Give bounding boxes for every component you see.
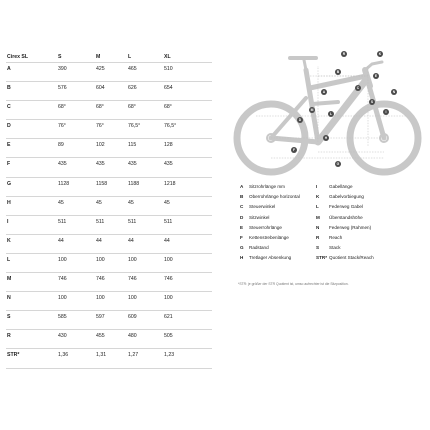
marker-i — [383, 109, 389, 115]
table-cell: 100 — [164, 256, 173, 263]
table-row — [6, 139, 212, 158]
seatpost — [304, 60, 306, 70]
table-cell: 435 — [58, 161, 67, 168]
row-label: C — [7, 104, 11, 111]
marker-e — [373, 73, 379, 79]
table-cell: 100 — [58, 295, 67, 302]
table-cell: 435 — [96, 161, 105, 168]
table-cell: 1218 — [164, 180, 176, 187]
table-cell: 128 — [164, 142, 173, 149]
legend-key: M — [316, 214, 320, 220]
table-cell: 604 — [96, 85, 105, 92]
legend-item — [316, 255, 374, 261]
svg-text:S: S — [370, 100, 374, 105]
legend-item — [316, 215, 363, 221]
legend-label: Sitzwinkel — [249, 214, 270, 220]
svg-text:C: C — [356, 86, 360, 91]
table-cell: 435 — [128, 161, 137, 168]
legend-item — [240, 184, 285, 190]
svg-text:L: L — [329, 112, 333, 117]
marker-d — [297, 117, 303, 123]
table-cell: 100 — [164, 295, 173, 302]
table-row — [6, 197, 212, 216]
legend-key: F — [240, 235, 243, 240]
legend-key: L — [316, 204, 319, 210]
marker-n — [309, 107, 315, 113]
legend-item — [316, 204, 363, 210]
table-header-cell: L — [128, 54, 132, 60]
table-cell: 597 — [96, 314, 105, 321]
legend-key: R — [316, 235, 320, 240]
table-row — [6, 82, 212, 101]
stem-handlebar — [365, 62, 382, 70]
table-header-row — [6, 46, 212, 63]
table-row — [6, 63, 212, 82]
row-label: F — [7, 161, 11, 168]
table-cell: 1188 — [128, 180, 140, 187]
marker-s — [369, 99, 375, 105]
legend-item — [240, 225, 282, 231]
table-cell: 576 — [58, 85, 67, 92]
table-cell: 746 — [164, 276, 173, 283]
marker-a — [321, 89, 327, 95]
table-cell: 44 — [96, 237, 102, 244]
row-label: I — [7, 218, 9, 225]
table-header-cell: XL — [164, 54, 171, 60]
legend-key: C — [240, 204, 244, 210]
row-label: N — [7, 295, 11, 302]
row-label: STR* — [7, 352, 20, 359]
legend-key: H — [240, 255, 244, 261]
legend-item — [316, 235, 342, 241]
legend-label: Steuerrohrlänge — [249, 224, 282, 230]
legend-item — [240, 255, 291, 261]
legend-item — [240, 245, 269, 251]
table-cell: 505 — [164, 333, 173, 340]
legend-key: S — [316, 245, 320, 251]
svg-text:A: A — [322, 90, 326, 95]
legend-key: STR* — [316, 255, 327, 261]
legend-key: A — [240, 184, 244, 189]
table-cell: 102 — [96, 142, 105, 149]
table-cell: 585 — [58, 314, 67, 321]
table-cell: 1,23 — [164, 352, 175, 359]
table-cell: 76° — [96, 123, 104, 130]
legend-key: E — [240, 224, 244, 230]
table-cell: 654 — [164, 85, 173, 92]
legend-label: Federweg (Rahmen) — [329, 224, 372, 230]
table-cell: 45 — [164, 199, 170, 206]
table-header-cell: S — [58, 54, 62, 60]
legend-item — [316, 225, 371, 231]
legend-label: Gabellänge — [329, 184, 353, 189]
svg-text:H: H — [324, 136, 328, 141]
table-cell: 100 — [96, 256, 105, 263]
svg-text:K: K — [378, 52, 382, 57]
marker-m — [328, 111, 334, 117]
legend-item — [316, 245, 341, 251]
table-row — [6, 330, 212, 349]
table-cell: 510 — [164, 66, 173, 72]
table-cell: 1158 — [96, 180, 108, 187]
table-cell: 621 — [164, 314, 173, 321]
legend-key: D — [240, 214, 244, 220]
table-row — [6, 292, 212, 311]
table-row — [6, 178, 212, 197]
table-row — [6, 158, 212, 177]
legend-label: Radstand — [249, 245, 269, 251]
row-label: E — [7, 142, 11, 149]
table-cell: 100 — [58, 256, 67, 263]
legend-label: Kettenstrebenlänge — [249, 235, 289, 240]
svg-text:I: I — [385, 110, 387, 115]
svg-text:R: R — [342, 52, 346, 57]
table-row — [6, 120, 212, 139]
table-row — [6, 216, 212, 235]
legend-label: Überstandshöhe — [329, 214, 363, 220]
marker-b — [335, 69, 341, 75]
row-label: G — [7, 180, 12, 187]
marker-h — [323, 135, 329, 141]
legend-item — [240, 235, 289, 241]
row-label: B — [7, 85, 11, 92]
table-cell: 1,27 — [128, 352, 139, 359]
table-cell: 89 — [58, 142, 64, 149]
table-cell: 45 — [96, 199, 102, 206]
table-cell: 76,5° — [164, 123, 177, 130]
legend-item — [316, 194, 364, 200]
legend-label: Oberrohrlänge horizontal — [249, 194, 300, 200]
legend-label: Gabelvorbiegung — [329, 194, 364, 200]
table-header-cell: Cirex SL — [7, 54, 29, 60]
table-cell: 44 — [58, 237, 64, 244]
table-row — [6, 273, 212, 292]
table-cell: 511 — [164, 218, 173, 225]
table-cell: 430 — [58, 333, 67, 340]
table-cell: 480 — [128, 333, 137, 340]
row-label: S — [7, 314, 11, 321]
table-cell: 45 — [58, 199, 64, 206]
table-cell: 390 — [58, 66, 67, 72]
table-cell: 1,36 — [58, 352, 69, 359]
legend-item — [240, 215, 269, 221]
geometry-table — [6, 46, 212, 369]
legend-label: Quotient Stack/Reach — [329, 255, 374, 261]
table-row — [6, 254, 212, 273]
legend-label: Sitzrohrlänge mm — [249, 184, 285, 189]
row-label: M — [7, 276, 12, 283]
table-row — [6, 311, 212, 330]
svg-text:G: G — [336, 162, 340, 167]
table-cell: 746 — [128, 276, 137, 283]
row-label: R — [7, 333, 11, 340]
svg-text:B: B — [336, 70, 340, 75]
marker-g — [335, 161, 341, 167]
table-cell: 76,5° — [128, 123, 141, 130]
table-row — [6, 101, 212, 120]
table-cell: 465 — [128, 66, 137, 72]
marker-c — [355, 85, 361, 91]
chainstay — [271, 138, 318, 142]
footnote: *STR: je größer der STR Quotient ist, umso aufrechter ist die Sitzposition. — [238, 282, 349, 286]
legend-label: Reach — [329, 235, 343, 240]
table-cell: 455 — [96, 333, 105, 340]
table-cell: 425 — [96, 66, 105, 72]
legend-key: N — [316, 224, 320, 230]
table-cell: 44 — [164, 237, 170, 244]
bike-frame-drawing — [237, 58, 418, 172]
marker-f — [291, 147, 297, 153]
table-cell: 44 — [128, 237, 134, 244]
table-cell: 100 — [128, 256, 137, 263]
table-cell: 511 — [128, 218, 137, 225]
table-cell: 45 — [128, 199, 134, 206]
svg-text:M: M — [310, 108, 314, 113]
bike-geometry-diagram — [226, 46, 424, 176]
legend-label: Stack — [329, 245, 341, 251]
table-cell: 68° — [128, 104, 136, 111]
table-cell: 1,31 — [96, 352, 107, 359]
legend-key: K — [316, 194, 320, 200]
table-row — [6, 349, 212, 368]
row-label: K — [7, 237, 11, 244]
legend-label: Tretlager Absenkung — [249, 255, 292, 261]
table-cell: 511 — [58, 218, 67, 225]
table-cell: 68° — [164, 104, 172, 111]
table-cell: 746 — [96, 276, 105, 283]
marker-k — [377, 51, 383, 57]
table-cell: 746 — [58, 276, 67, 283]
table-cell: 1128 — [58, 180, 70, 187]
table-header-cell: M — [96, 54, 101, 60]
marker-r — [341, 51, 347, 57]
table-cell: 68° — [96, 104, 104, 111]
table-row — [6, 235, 212, 254]
shock — [312, 102, 338, 104]
marker-l — [391, 89, 397, 95]
table-cell: 68° — [58, 104, 66, 111]
table-cell: 609 — [128, 314, 137, 321]
svg-text:D: D — [298, 118, 302, 123]
svg-text:E: E — [374, 74, 378, 79]
legend-key: B — [240, 194, 244, 200]
table-cell: 511 — [96, 218, 105, 225]
table-cell: 100 — [96, 295, 105, 302]
row-label: L — [7, 256, 11, 263]
legend-item — [240, 194, 300, 200]
table-cell: 626 — [128, 85, 137, 92]
legend-item — [240, 204, 275, 210]
table-cell: 115 — [128, 142, 137, 149]
table-cell: 76° — [58, 123, 66, 130]
table-body — [6, 63, 212, 369]
table-cell: 435 — [164, 161, 173, 168]
legend-key: I — [316, 184, 318, 189]
svg-text:F: F — [292, 148, 296, 153]
legend-item — [316, 184, 353, 190]
legend-label: Federweg Gabel — [329, 204, 363, 210]
row-label: H — [7, 199, 11, 206]
table-cell: 100 — [128, 295, 137, 302]
row-label: A — [7, 66, 11, 72]
svg-text:N: N — [392, 90, 396, 95]
legend-label: Steuerwinkel — [249, 204, 276, 210]
row-label: D — [7, 123, 11, 130]
legend-key: G — [240, 245, 244, 251]
